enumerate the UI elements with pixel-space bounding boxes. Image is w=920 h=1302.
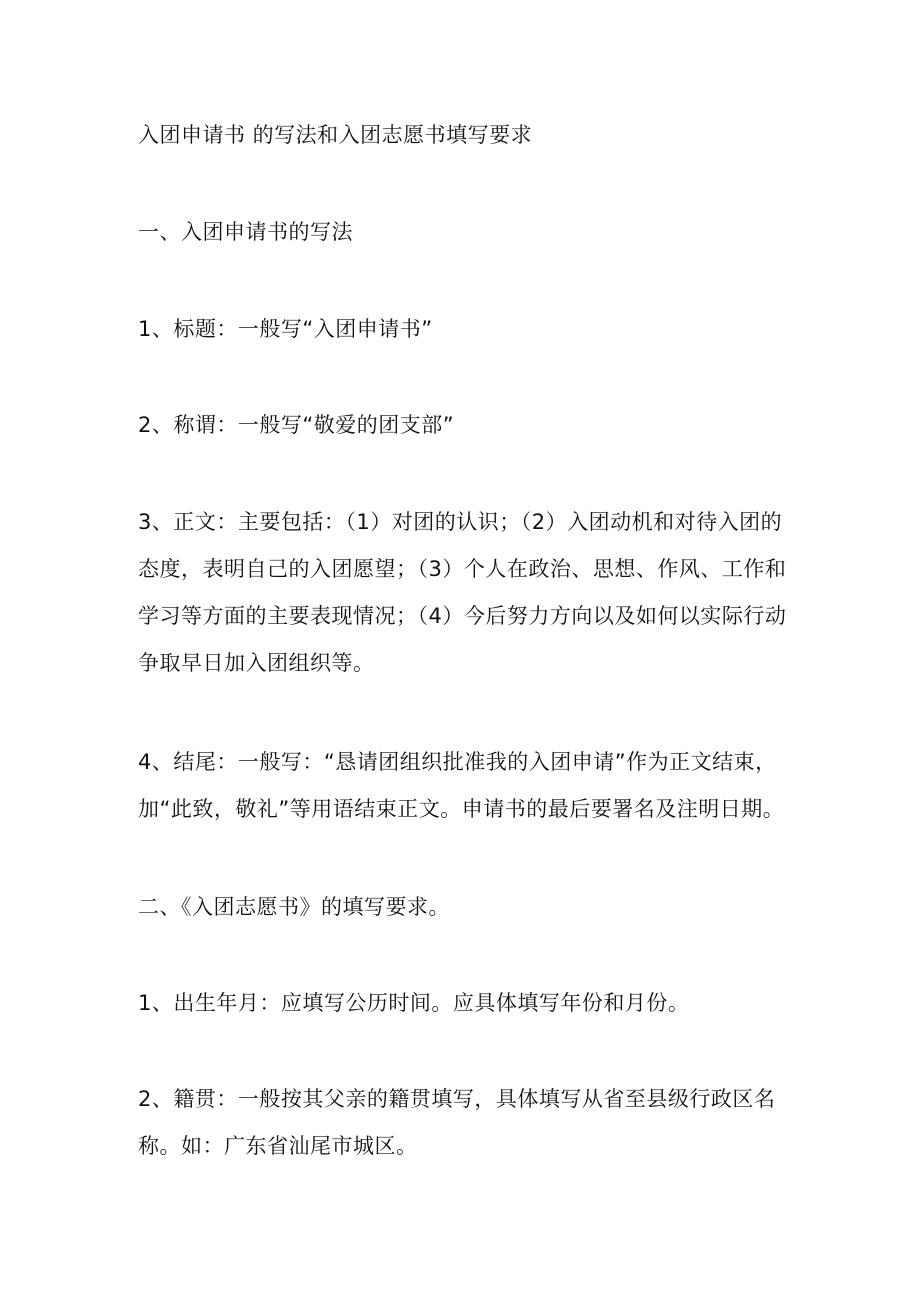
paragraph-birth-date-rule: 1、出生年月：应填写公历时间。应具体填写年份和月份。 <box>138 991 690 1015</box>
document-title: 入团申请书 的写法和入团志愿书填写要求 <box>138 123 533 147</box>
paragraph-body-rule: 3、正文：主要包括：（1）对团的认识；（2）入团动机和对待入团的态度，表明自己的入团愿望；（3）个人在政治、思想、作风、工作和学习等方面的主要表现情况；（4）今后努力方向以及如何以实际行动争取早日加入团组织等。 <box>138 510 787 675</box>
section-heading-application: 一、入团申请书的写法 <box>138 220 353 244</box>
paragraph-title-rule: 1、标题：一般写“入团申请书” <box>138 317 433 341</box>
paragraph-ending-rule: 4、结尾：一般写：“恳请团组织批准我的入团申请”作为正文结束，加“此致，敬礼”等用语结束正文。申请书的最后要署名及注明日期。 <box>138 750 785 821</box>
section-heading-volunteer-form: 二、《入团志愿书》的填写要求。 <box>138 895 450 919</box>
paragraph-salutation-rule: 2、称谓：一般写“敬爱的团支部” <box>138 413 455 437</box>
paragraph-native-place-rule: 2、籍贯：一般按其父亲的籍贯填写，具体填写从省至县级行政区名称。如：广东省汕尾市城区。 <box>138 1087 776 1158</box>
